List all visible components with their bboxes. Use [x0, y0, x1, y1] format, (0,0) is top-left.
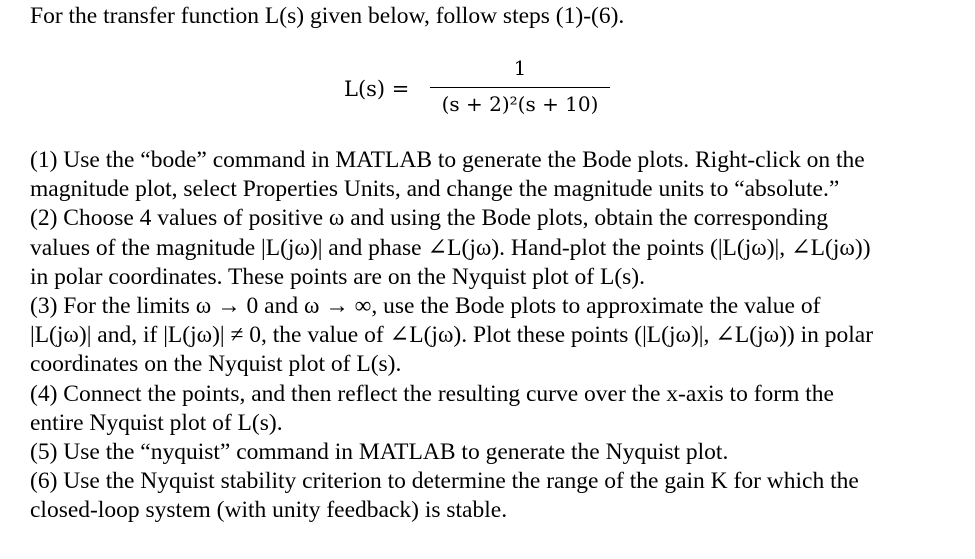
step-5	[30, 438, 873, 467]
equation-numerator: 1	[513, 56, 527, 80]
step-1-line-1: (1) Use the “bode” command in MATLAB to generate the Bode plots. Right-click on the	[30, 147, 865, 173]
step-4-line-1: (4) Connect the points, and then reflect the resulting curve over the x-axis to form the	[30, 380, 834, 407]
intro-text: For the transfer function L(s) given below, follow steps (1)-(6).	[30, 3, 625, 29]
step-5-line-1: (5) Use the “nyquist” command in MATLAB to generate the Nyquist plot.	[30, 439, 729, 466]
step-3-line-1: (3) For the limits ω → 0 and ω → ∞, use the Bode plots to approximate the value of	[30, 293, 821, 320]
fraction-bar	[430, 87, 610, 88]
step-6	[30, 467, 873, 525]
step-1	[30, 146, 873, 204]
step-2	[30, 204, 873, 292]
step-3	[30, 292, 873, 380]
step-1-line-2: magnitude plot, select Properties Units, and change the magnitude units to “absolute.”	[30, 176, 840, 203]
step-3-line-3: coordinates on the Nyquist plot of L(s).	[30, 351, 402, 378]
step-2-line-1: (2) Choose 4 values of positive ω and using the Bode plots, obtain the corresponding	[30, 205, 829, 232]
step-2-line-3: in polar coordinates. These points are on the Nyquist plot of L(s).	[30, 263, 646, 290]
steps-list	[30, 146, 873, 526]
equation-denominator: (s + 2)²(s + 10)	[441, 92, 599, 116]
step-6-line-2: closed-loop system (with unity feedback) is stable.	[30, 497, 508, 524]
transfer-function-equation	[344, 56, 614, 126]
step-6-line-1: (6) Use the Nyquist stability criterion to determine the range of the gain K for which the	[30, 468, 859, 495]
step-4	[30, 380, 873, 438]
step-2-line-2: values of the magnitude |L(jω)| and phase ∠L(jω). Hand-plot the points (|L(jω)|, ∠L(jω))	[30, 234, 871, 261]
step-4-line-2: entire Nyquist plot of L(s).	[30, 409, 283, 436]
equation-lhs: L(s) =	[344, 77, 410, 101]
step-3-line-2: |L(jω)| and, if |L(jω)| ≠ 0, the value of ∠L(jω). Plot these points (|L(jω)|, ∠L(jω)) in polar	[30, 322, 874, 349]
